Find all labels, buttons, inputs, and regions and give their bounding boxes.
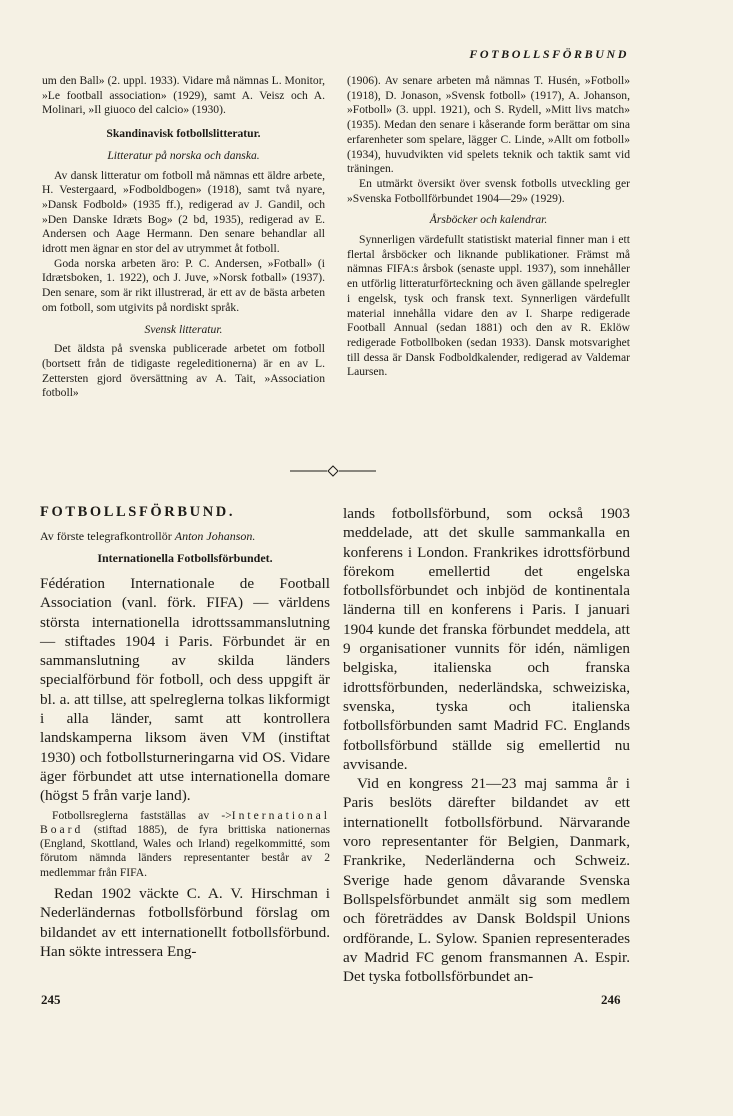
paragraph: (1906). Av senare arbeten må nämnas T. Husén, »Fotboll» (1918), D. Jonason, »Svensk fotboll» (1917), A. Johanson, »Fotboll» (3. uppl. 1921), och S. Rydell, »Mitt livs match» (1935). Medan den senare i kåserande form berättar om sina erfarenheter som spelare, lägger C. Linde, »Allt om fotboll» (1934), huvudvikten vid spelets teknik och taktik samt vid träningen. [347, 74, 630, 176]
article-subheading: Internationella Fotbollsförbundet. [97, 551, 273, 565]
top-left-column [42, 74, 325, 401]
article-right-column [343, 504, 630, 986]
page-number-left: 245 [41, 992, 61, 1007]
running-head: FOTBOLLSFÖRBUND [469, 47, 629, 61]
paragraph: Goda norska arbeten äro: P. C. Andersen, »Fotball» (i Idrætsboken, 1. 1922), och J. Juve, »Norsk fotball» (1937). Den senare, som är rikt illustrerad, är ett av de bästa arbeten om fotboll, som utgivits på nordiskt språk. [42, 256, 325, 314]
paragraph: Det äldsta på svenska publicerade arbetet om fotboll (bortsett från de tidigaste regeleditionerna) är en av L. Zettersten gjord översättning av A. Tait, »Association fotboll» [42, 342, 325, 400]
page-number-right: 246 [601, 992, 621, 1007]
byline [40, 529, 330, 544]
subsection-heading: Litteratur på norska och danska. [107, 148, 260, 162]
fine-prefix: Fotbollsreglerna fastställas av [52, 808, 210, 822]
paragraph: Synnerligen värdefullt statistiskt material finner man i ett flertal årsböcker och liknande publikationer. Främst må nämnas FIFA:s årsbok (senaste uppl. 1937), som innehåller en utförlig litteraturförteckning och även gällande spelregler i engelsk, tysk och fransk text. Synnerligen värdefullt material innehålla vidare den av I. Sharpe redigerade Football Annual (sedan 1881) och den av R. Eklöw redigerade Fotbollboken (sedan 1933). Dansk motsvarighet till dessa är Dansk Fodboldkalender, redigerad av Valdemar Laursen. [347, 233, 630, 379]
subsection-heading: Årsböcker och kalendrar. [429, 213, 548, 227]
cross-reference-arrow-icon: -> [221, 808, 232, 822]
paragraph: um den Ball» (2. uppl. 1933). Vidare må nämnas L. Monitor, »Le football association» (1929), samt A. Veisz och A. Molinari, »Il giuoco del calcio» (1930). [42, 74, 325, 117]
paragraph: En utmärkt översikt över svensk fotbolls utveckling ger »Svenska Fotbollförbundet 1904—29» (1929). [347, 176, 630, 205]
paragraph: Fédération Internationale de Football Association (vanl. förk. FIFA) — världens största internationella idrottssammanslutning — stiftades 1904 i Paris. Förbundet är en sammanslutning av skilda länders specialförbund för fotboll, och dess uppgift är bl. a. att tillse, att spelreglerna tolkas likformigt i alla länder, samt att kontrollera landskamperna liksom även VM (instiftat 1930) och fotbollsturneringarna vid OS. Vidare äger förbundet att utse internationella domare (högst 5 från varje land). [40, 575, 330, 805]
fine-print-note [40, 809, 330, 880]
section-heading: Skandinavisk fotbollslitteratur. [106, 127, 261, 141]
top-right-column [347, 74, 630, 380]
cross-reference-term: International Board [40, 808, 330, 836]
section-divider-ornament [290, 465, 376, 477]
fine-rest: (stiftad 1885), de fyra brittiska nationernas (England, Skottland, Wales och Irland) regelkommitté, som förutom nämnda länders representanter består av 2 medlemmar från FIFA. [40, 822, 330, 879]
article-left-column [40, 504, 330, 961]
paragraph: Vid en kongress 21—23 maj samma år i Paris beslöts därefter bildandet av ett internationellt fotbollsförbund. Närvarande voro representanter för Belgien, Danmark, Frankrike, Nederländerna och Schweiz. Sverige hade genom dåvarande Svenska Bollspelsförbundet anmält sig som medlem och företräddes av Dansk Boldspil Unions ordförande, L. Sylow. Spanien representerades av Madrid FC genom fransmannen A. Espir. Det tyska fotbollsförbundet an- [343, 775, 630, 986]
byline-author: Anton Johanson. [174, 529, 256, 543]
article-title: FOTBOLLSFÖRBUND. [40, 504, 236, 520]
paragraph: lands fotbollsförbund, som också 1903 meddelade, att det skulle sammankalla en konferens i London. Frankrikes idrottsförbund förekom emellertid det engelska fotbollsförbundet och inbjöd de kontinentala länderna till en konferens i Paris. I januari 1904 kunde det franska förbundet meddela, att 9 organisationer vunnits för idén, nämligen belgiska, italienska och franska idrottsförbunden, nederländska, schweiziska, svenska, tyska och italienska fotbollsförbunden samt Madrid FC. Englands fotbollsförbund ställde sig emellertid nu avvisande. [343, 505, 630, 773]
subsection-heading: Svensk litteratur. [144, 322, 223, 336]
paragraph: Redan 1902 väckte C. A. V. Hirschman i Nederländernas fotbollsförbund förslag om bildandet av ett internationellt fotbollsförbund. Han sökte intressera Eng- [40, 885, 330, 960]
byline-prefix: Av förste telegrafkontrollör [40, 529, 172, 543]
paragraph: Av dansk litteratur om fotboll må nämnas ett äldre arbete, H. Vestergaard, »Fodboldbogen» (1918), samt två nyare, »Dansk Fodbold» (1935 ff.), redigerad av J. Gandil, och »Den Danske Idræts Bog» (2 bd, 1935), redigerad av E. Andersen och Aage Hermann. Den senare behandlar all idrott men ägnar en stor del av utrymmet åt fotboll. [42, 168, 325, 256]
